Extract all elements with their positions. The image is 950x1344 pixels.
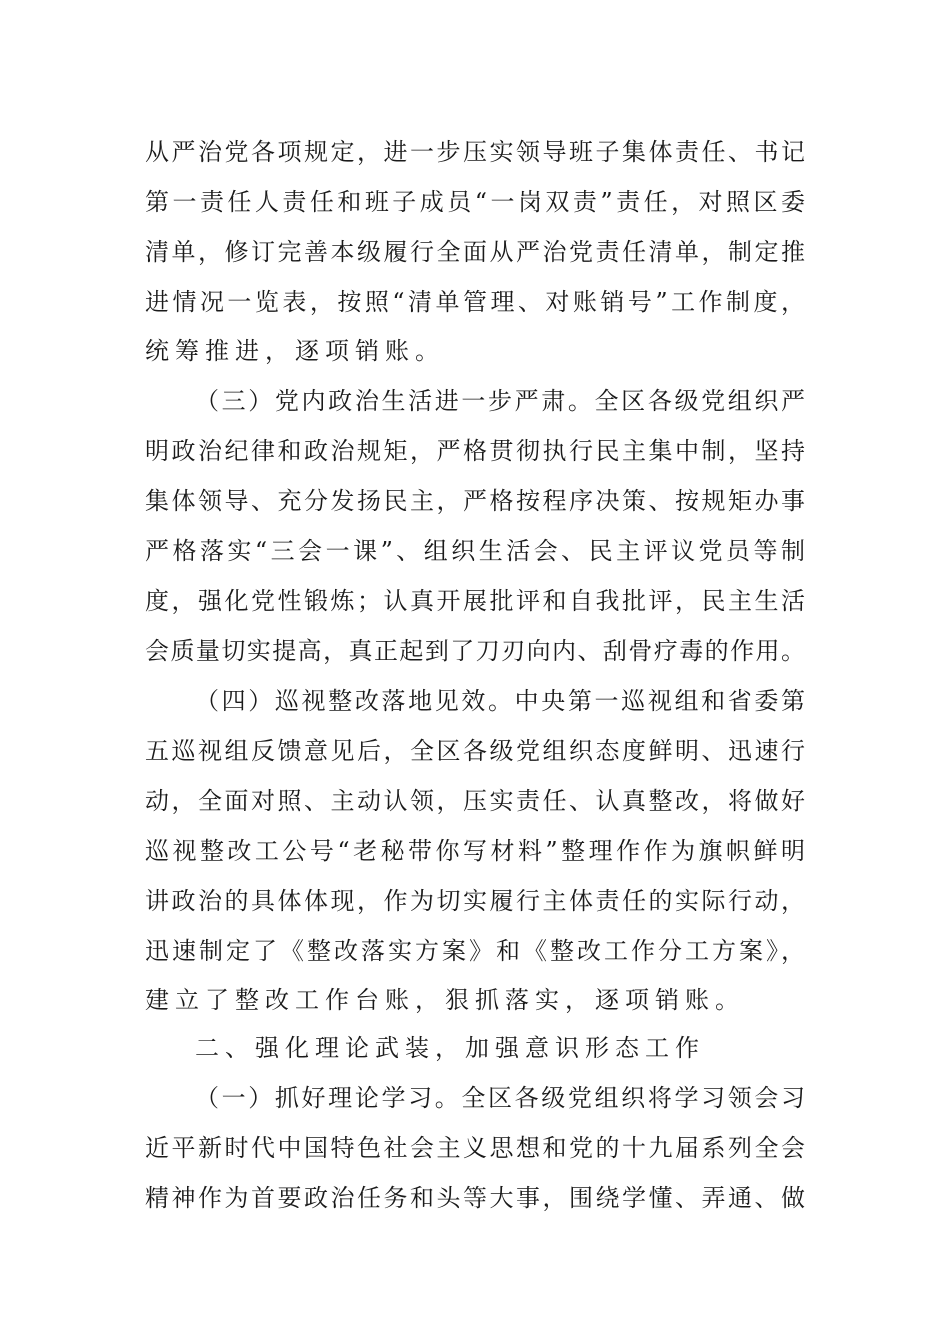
paragraph-first-line: （一）抓好理论学习。全区各级党组织将学习领会习 [195,1084,805,1112]
text-line: 迅速制定了《整改落实方案》和《整改工作分工方案》， [145,937,805,965]
text-line: 度，强化党性锻炼；认真开展批评和自我批评，民主生活 [145,587,805,615]
text-line: 统筹推进，逐项销账。 [145,337,445,365]
text-line: 讲政治的具体体现，作为切实履行主体责任的实际行动， [145,887,805,915]
text-line: 第一责任人责任和班子成员“一岗双责”责任，对照区委 [145,188,805,216]
text-line: 严格落实“三会一课”、组织生活会、民主评议党员等制 [145,537,805,565]
text-line: 巡视整改工公号“老秘带你写材料”整理作作为旗帜鲜明 [145,837,805,865]
text-line: 从严治党各项规定，进一步压实领导班子集体责任、书记 [145,138,805,166]
text-line: 动，全面对照、主动认领，压实责任、认真整改，将做好 [145,787,805,815]
paragraph-first-line: （三）党内政治生活进一步严肃。全区各级党组织严 [195,387,805,415]
text-line: 集体领导、充分发扬民主，严格按程序决策、按规矩办事 [145,487,805,515]
text-line: 精神作为首要政治任务和头等大事，围绕学懂、弄通、做 [145,1184,805,1212]
section-heading: 二、强化理论武装，加强意识形态工作 [195,1034,705,1062]
text-line: 清单，修订完善本级履行全面从严治党责任清单，制定推 [145,238,805,266]
text-line: 进情况一览表，按照“清单管理、对账销号”工作制度， [145,288,805,316]
text-line: 近平新时代中国特色社会主义思想和党的十九届系列全会 [145,1134,805,1162]
text-line: 会质量切实提高，真正起到了刀刃向内、刮骨疗毒的作用。 [145,637,805,665]
text-line: 建立了整改工作台账，狠抓落实，逐项销账。 [145,986,745,1014]
text-line: 明政治纪律和政治规矩，严格贯彻执行民主集中制，坚持 [145,437,805,465]
text-line: 五巡视组反馈意见后，全区各级党组织态度鲜明、迅速行 [145,737,805,765]
paragraph-first-line: （四）巡视整改落地见效。中央第一巡视组和省委第 [195,687,805,715]
